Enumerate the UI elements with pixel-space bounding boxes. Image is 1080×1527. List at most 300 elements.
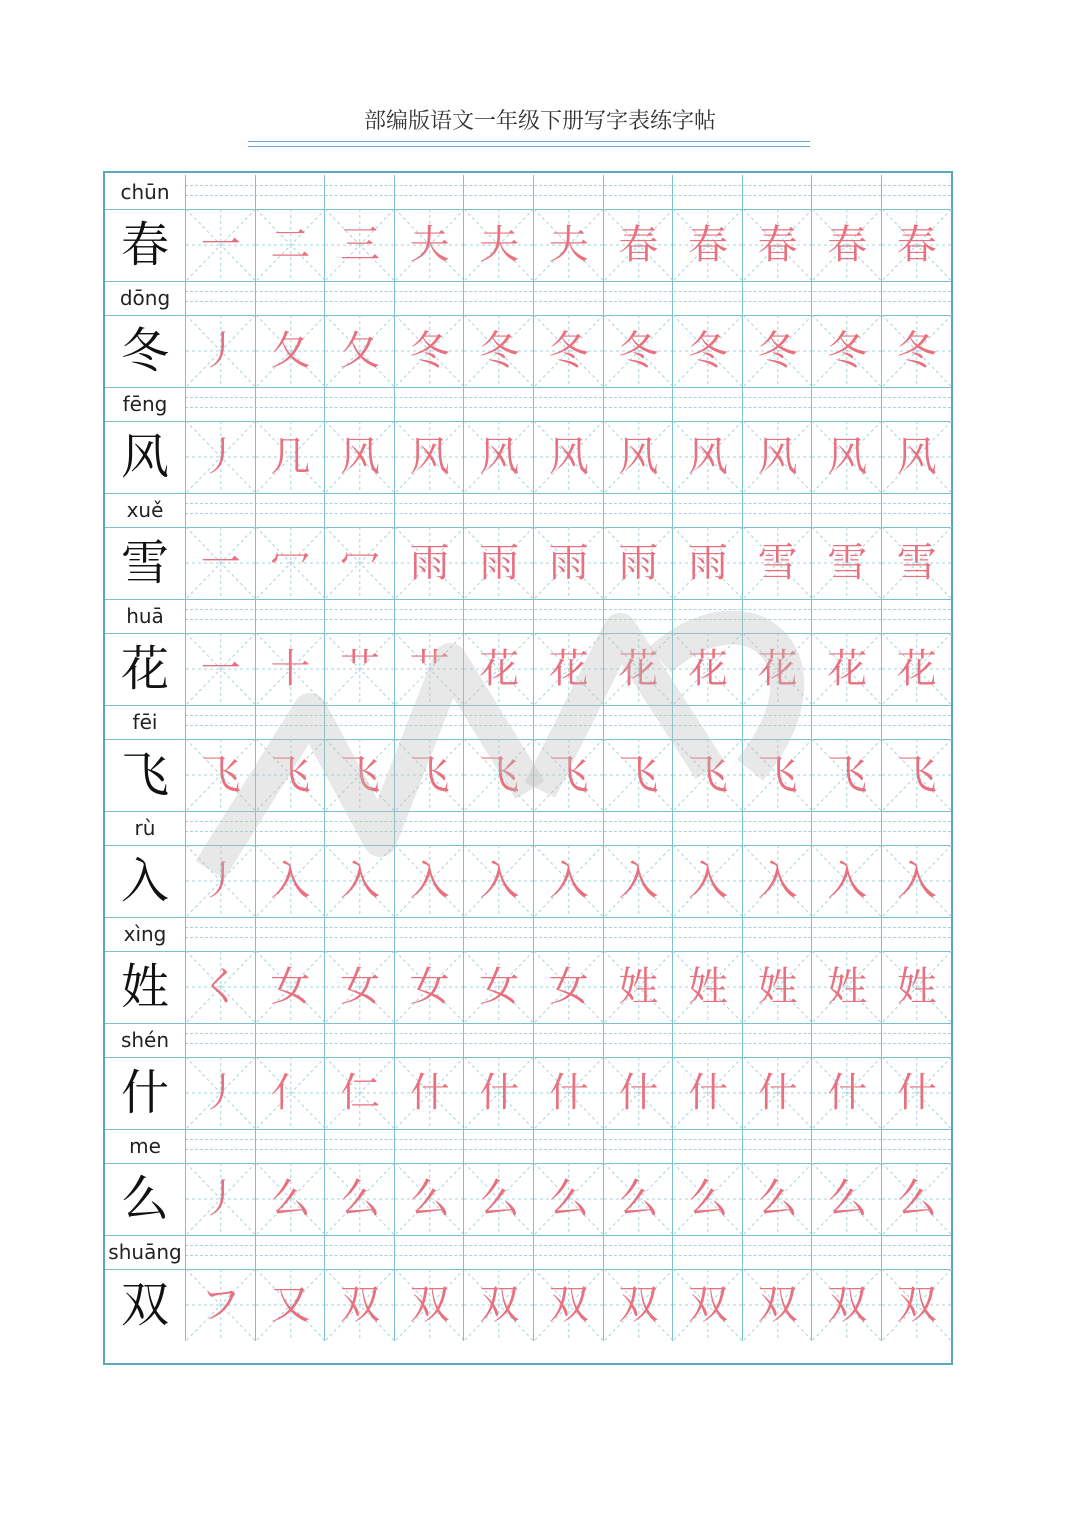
tracing-cell[interactable] [255, 421, 325, 493]
tracing-character: 夂 [339, 328, 380, 374]
tracing-cell[interactable] [881, 315, 951, 387]
tracing-character: 冬 [409, 328, 450, 374]
row-divider [105, 1023, 951, 1024]
column-divider [603, 811, 604, 845]
tracing-character: 么 [270, 1176, 311, 1222]
tracing-cell[interactable] [742, 421, 812, 493]
tracing-cell[interactable] [255, 1163, 325, 1235]
tracing-cell[interactable] [742, 315, 812, 387]
column-divider [255, 599, 256, 633]
pinyin-guide-line [185, 503, 951, 504]
tracing-character: 入 [827, 858, 868, 904]
tracing-character: 双 [687, 1282, 728, 1328]
character-row [105, 1057, 951, 1129]
tracing-cell[interactable] [463, 421, 533, 493]
tracing-cell[interactable] [255, 1057, 325, 1129]
tracing-character: 丿 [200, 858, 241, 904]
tracing-cell[interactable] [811, 1269, 881, 1341]
pinyin-row [105, 1235, 951, 1269]
column-divider [811, 1235, 812, 1269]
pinyin-guide-line [185, 725, 951, 726]
column-divider [811, 1129, 812, 1163]
tracing-character: 姓 [757, 964, 798, 1010]
tracing-character: 夫 [548, 222, 589, 268]
tracing-character: 女 [479, 964, 520, 1010]
tracing-cell[interactable] [324, 633, 394, 705]
column-divider [533, 387, 534, 421]
pinyin-row [105, 175, 951, 209]
tracing-cell[interactable] [533, 1163, 603, 1235]
tracing-cell[interactable] [742, 527, 812, 599]
tracing-cell[interactable] [672, 633, 742, 705]
column-divider [881, 705, 882, 739]
tracing-cell[interactable] [881, 1163, 951, 1235]
tracing-character: 春 [896, 222, 937, 268]
tracing-character: 雨 [687, 540, 728, 586]
tracing-cell[interactable] [603, 633, 673, 705]
tracing-cell[interactable] [742, 209, 812, 281]
tracing-character: 风 [548, 434, 589, 480]
tracing-cell[interactable] [742, 845, 812, 917]
tracing-cell[interactable] [811, 421, 881, 493]
column-divider [463, 917, 464, 951]
tracing-cell[interactable] [603, 845, 673, 917]
column-divider [324, 1129, 325, 1163]
tracing-character: 花 [548, 646, 589, 692]
tracing-character: 双 [409, 1282, 450, 1328]
tracing-cell[interactable] [811, 739, 881, 811]
tracing-character: 冬 [827, 328, 868, 374]
tracing-character: 夫 [479, 222, 520, 268]
tracing-cell[interactable] [672, 951, 742, 1023]
tracing-character: 入 [339, 858, 380, 904]
tracing-cell[interactable] [463, 315, 533, 387]
tracing-character: 飞 [827, 752, 868, 798]
tracing-cell[interactable] [811, 1057, 881, 1129]
tracing-cell[interactable] [603, 1057, 673, 1129]
tracing-cell[interactable] [463, 1269, 533, 1341]
tracing-character: 姓 [896, 964, 937, 1010]
column-divider [185, 1023, 186, 1057]
column-divider [394, 599, 395, 633]
column-divider [255, 1023, 256, 1057]
tracing-cell[interactable] [255, 951, 325, 1023]
tracing-cell[interactable] [672, 739, 742, 811]
tracing-cell[interactable] [603, 1163, 673, 1235]
column-divider [324, 917, 325, 951]
tracing-cell[interactable] [394, 951, 464, 1023]
tracing-character: 入 [479, 858, 520, 904]
tracing-cell[interactable] [811, 209, 881, 281]
column-divider [324, 175, 325, 209]
tracing-cell[interactable] [324, 951, 394, 1023]
character-row [105, 1269, 951, 1341]
tracing-character: 花 [479, 646, 520, 692]
tracing-cell[interactable] [394, 1269, 464, 1341]
tracing-character: 飞 [409, 752, 450, 798]
tracing-character: 艹 [339, 646, 380, 692]
tracing-character: 飞 [896, 752, 937, 798]
tracing-character: 风 [618, 434, 659, 480]
tracing-cell[interactable] [672, 1269, 742, 1341]
tracing-cell[interactable] [185, 421, 255, 493]
model-character: 飞 [120, 747, 169, 803]
tracing-cell[interactable] [185, 527, 255, 599]
pinyin-row [105, 811, 951, 845]
tracing-character: 仁 [339, 1070, 380, 1116]
tracing-cell[interactable] [672, 527, 742, 599]
column-divider [533, 175, 534, 209]
tracing-cell[interactable] [742, 739, 812, 811]
tracing-cell[interactable] [394, 209, 464, 281]
column-divider [185, 917, 186, 951]
tracing-cell[interactable] [324, 421, 394, 493]
column-divider [324, 705, 325, 739]
model-character: 什 [120, 1065, 169, 1121]
character-row [105, 739, 951, 811]
tracing-character: 飞 [687, 752, 728, 798]
column-divider [185, 387, 186, 421]
tracing-cell[interactable] [463, 951, 533, 1023]
tracing-cell[interactable] [672, 315, 742, 387]
pinyin-guide-line [185, 407, 951, 408]
column-divider [533, 811, 534, 845]
column-divider [603, 917, 604, 951]
tracing-cell[interactable] [672, 1163, 742, 1235]
column-divider [255, 705, 256, 739]
character-row [105, 1163, 951, 1235]
tracing-cell[interactable] [881, 527, 951, 599]
tracing-cell[interactable] [533, 421, 603, 493]
column-divider [742, 705, 743, 739]
column-divider [533, 917, 534, 951]
tracing-character: 风 [479, 434, 520, 480]
character-row [105, 845, 951, 917]
pinyin-guide-line [185, 397, 951, 398]
tracing-cell[interactable] [811, 1163, 881, 1235]
tracing-cell[interactable] [394, 315, 464, 387]
tracing-cell[interactable] [255, 845, 325, 917]
tracing-cell[interactable] [811, 845, 881, 917]
tracing-cell[interactable] [463, 527, 533, 599]
tracing-cell[interactable] [742, 951, 812, 1023]
tracing-character: 双 [757, 1282, 798, 1328]
tracing-cell[interactable] [533, 845, 603, 917]
column-divider [463, 705, 464, 739]
tracing-character: 三 [339, 222, 380, 268]
tracing-cell[interactable] [394, 739, 464, 811]
tracing-cell[interactable] [324, 527, 394, 599]
column-divider [881, 281, 882, 315]
column-divider [672, 705, 673, 739]
pinyin-guide-line [185, 937, 951, 938]
tracing-character: 丿 [200, 434, 241, 480]
row-divider [105, 1235, 951, 1236]
column-divider [603, 387, 604, 421]
tracing-cell[interactable] [463, 1163, 533, 1235]
tracing-cell[interactable] [881, 845, 951, 917]
tracing-character: 花 [896, 646, 937, 692]
column-divider [533, 1129, 534, 1163]
tracing-cell[interactable] [881, 1057, 951, 1129]
model-character: 雪 [120, 535, 169, 591]
tracing-cell[interactable] [463, 633, 533, 705]
pinyin-guide-line [185, 831, 951, 832]
tracing-character: 么 [548, 1176, 589, 1222]
tracing-character: 花 [687, 646, 728, 692]
tracing-cell[interactable] [672, 845, 742, 917]
tracing-character: 风 [687, 434, 728, 480]
column-divider [533, 705, 534, 739]
tracing-cell[interactable] [463, 739, 533, 811]
tracing-cell[interactable] [255, 315, 325, 387]
tracing-character: 入 [757, 858, 798, 904]
tracing-cell[interactable] [533, 633, 603, 705]
tracing-cell[interactable] [603, 315, 673, 387]
column-divider [672, 175, 673, 209]
pinyin-guide-line [185, 1255, 951, 1256]
tracing-character: 冬 [479, 328, 520, 374]
tracing-character: 冬 [618, 328, 659, 374]
column-divider [811, 917, 812, 951]
tracing-character: 风 [827, 434, 868, 480]
tracing-character: 飞 [757, 752, 798, 798]
column-divider [394, 387, 395, 421]
pinyin-guide-line [185, 291, 951, 292]
column-divider [811, 705, 812, 739]
column-divider [672, 1129, 673, 1163]
tracing-cell[interactable] [533, 951, 603, 1023]
tracing-cell[interactable] [324, 209, 394, 281]
tracing-cell[interactable] [255, 739, 325, 811]
tracing-cell[interactable] [185, 633, 255, 705]
tracing-cell[interactable] [811, 527, 881, 599]
column-divider [463, 1129, 464, 1163]
row-divider [105, 281, 951, 282]
tracing-cell[interactable] [324, 1269, 394, 1341]
model-character: 入 [120, 853, 169, 909]
tracing-character: 雨 [479, 540, 520, 586]
column-divider [185, 811, 186, 845]
tracing-cell[interactable] [742, 633, 812, 705]
column-divider [533, 493, 534, 527]
tracing-cell[interactable] [324, 1057, 394, 1129]
tracing-character: 什 [757, 1070, 798, 1116]
pinyin-guide-line [185, 1033, 951, 1034]
tracing-character: 什 [827, 1070, 868, 1116]
column-divider [394, 1235, 395, 1269]
column-divider [742, 387, 743, 421]
tracing-cell[interactable] [881, 633, 951, 705]
tracing-cell[interactable] [185, 739, 255, 811]
tracing-character: 夫 [409, 222, 450, 268]
page-title: 部编版语文一年级下册写字表练字帖 [363, 109, 716, 134]
tracing-cell[interactable] [811, 315, 881, 387]
tracing-character: 又 [270, 1282, 311, 1328]
tracing-character: 飞 [339, 752, 380, 798]
title-underline [248, 141, 810, 142]
tracing-cell[interactable] [881, 209, 951, 281]
column-divider [185, 1235, 186, 1269]
tracing-character: 丿 [200, 328, 241, 374]
pinyin-row [105, 599, 951, 633]
tracing-cell[interactable] [185, 315, 255, 387]
tracing-character: 女 [548, 964, 589, 1010]
column-divider [603, 705, 604, 739]
column-divider [463, 599, 464, 633]
column-divider [881, 1023, 882, 1057]
pinyin-guide-line [185, 513, 951, 514]
model-character: 姓 [120, 959, 169, 1015]
tracing-character: 一 [200, 540, 241, 586]
tracing-cell[interactable] [881, 739, 951, 811]
tracing-character: 冬 [687, 328, 728, 374]
tracing-cell[interactable] [603, 951, 673, 1023]
tracing-cell[interactable] [811, 951, 881, 1023]
row-divider [105, 705, 951, 706]
tracing-cell[interactable] [394, 1163, 464, 1235]
column-divider [811, 599, 812, 633]
column-divider [463, 281, 464, 315]
tracing-cell[interactable] [533, 1269, 603, 1341]
tracing-cell[interactable] [463, 1057, 533, 1129]
pinyin-label: chūn [120, 180, 170, 204]
column-divider [324, 387, 325, 421]
tracing-cell[interactable] [185, 1163, 255, 1235]
tracing-cell[interactable] [533, 209, 603, 281]
tracing-cell[interactable] [603, 421, 673, 493]
column-divider [255, 387, 256, 421]
row-divider [105, 1129, 951, 1130]
tracing-character: 冬 [757, 328, 798, 374]
tracing-character: 二 [270, 222, 311, 268]
column-divider [255, 175, 256, 209]
tracing-cell[interactable] [742, 1057, 812, 1129]
tracing-character: 风 [896, 434, 937, 480]
tracing-cell[interactable] [742, 1163, 812, 1235]
model-character: 风 [120, 429, 169, 485]
column-divider [255, 493, 256, 527]
tracing-cell[interactable] [394, 527, 464, 599]
column-divider [881, 175, 882, 209]
column-divider [533, 599, 534, 633]
pinyin-guide-line [185, 195, 951, 196]
row-divider [105, 811, 951, 812]
tracing-cell[interactable] [394, 845, 464, 917]
tracing-character: 十 [270, 646, 311, 692]
tracing-character: 冬 [548, 328, 589, 374]
tracing-cell[interactable] [324, 1163, 394, 1235]
tracing-cell[interactable] [463, 209, 533, 281]
tracing-cell[interactable] [185, 1269, 255, 1341]
column-divider [603, 281, 604, 315]
column-divider [881, 1129, 882, 1163]
tracing-cell[interactable] [463, 845, 533, 917]
model-character: 双 [120, 1277, 169, 1333]
tracing-cell[interactable] [255, 633, 325, 705]
model-character: 冬 [120, 323, 169, 379]
column-divider [881, 917, 882, 951]
tracing-cell[interactable] [533, 315, 603, 387]
tracing-character: 花 [757, 646, 798, 692]
tracing-cell[interactable] [255, 209, 325, 281]
tracing-cell[interactable] [255, 1269, 325, 1341]
tracing-character: 双 [827, 1282, 868, 1328]
tracing-cell[interactable] [185, 209, 255, 281]
column-divider [603, 493, 604, 527]
column-divider [742, 917, 743, 951]
tracing-character: 什 [896, 1070, 937, 1116]
tracing-cell[interactable] [324, 315, 394, 387]
column-divider [463, 1235, 464, 1269]
pinyin-label: fēng [122, 392, 168, 416]
tracing-cell[interactable] [533, 1057, 603, 1129]
tracing-cell[interactable] [603, 1269, 673, 1341]
tracing-character: 雨 [409, 540, 450, 586]
tracing-cell[interactable] [881, 421, 951, 493]
tracing-character: 么 [896, 1176, 937, 1222]
column-divider [394, 705, 395, 739]
tracing-cell[interactable] [672, 1057, 742, 1129]
pinyin-row [105, 917, 951, 951]
tracing-cell[interactable] [881, 951, 951, 1023]
tracing-character: 雨 [548, 540, 589, 586]
pinyin-label: shén [120, 1028, 170, 1052]
column-divider [811, 387, 812, 421]
column-divider [603, 1129, 604, 1163]
tracing-character: 女 [409, 964, 450, 1010]
column-divider [742, 1129, 743, 1163]
tracing-cell[interactable] [533, 739, 603, 811]
tracing-cell[interactable] [811, 633, 881, 705]
column-divider [324, 1023, 325, 1057]
character-row [105, 315, 951, 387]
tracing-cell[interactable] [394, 421, 464, 493]
column-divider [811, 493, 812, 527]
tracing-character: 冬 [896, 328, 937, 374]
tracing-cell[interactable] [324, 845, 394, 917]
tracing-cell[interactable] [672, 209, 742, 281]
tracing-character: く [200, 964, 241, 1010]
tracing-cell[interactable] [185, 845, 255, 917]
tracing-character: 入 [270, 858, 311, 904]
tracing-cell[interactable] [255, 527, 325, 599]
title-underline-2 [248, 146, 810, 147]
model-character: 花 [120, 641, 169, 697]
tracing-cell[interactable] [603, 209, 673, 281]
pinyin-row [105, 1023, 951, 1057]
tracing-character: 么 [618, 1176, 659, 1222]
tracing-cell[interactable] [394, 633, 464, 705]
tracing-cell[interactable] [881, 1269, 951, 1341]
tracing-cell[interactable] [324, 739, 394, 811]
tracing-character: 入 [618, 858, 659, 904]
column-divider [394, 175, 395, 209]
column-divider [603, 1023, 604, 1057]
tracing-character: 飞 [270, 752, 311, 798]
tracing-cell[interactable] [394, 1057, 464, 1129]
tracing-cell[interactable] [603, 527, 673, 599]
tracing-cell[interactable] [185, 1057, 255, 1129]
tracing-cell[interactable] [185, 951, 255, 1023]
tracing-character: 飞 [479, 752, 520, 798]
tracing-cell[interactable] [742, 1269, 812, 1341]
column-divider [533, 1235, 534, 1269]
tracing-cell[interactable] [603, 739, 673, 811]
tracing-character: 雪 [896, 540, 937, 586]
tracing-cell[interactable] [533, 527, 603, 599]
tracing-cell[interactable] [672, 421, 742, 493]
